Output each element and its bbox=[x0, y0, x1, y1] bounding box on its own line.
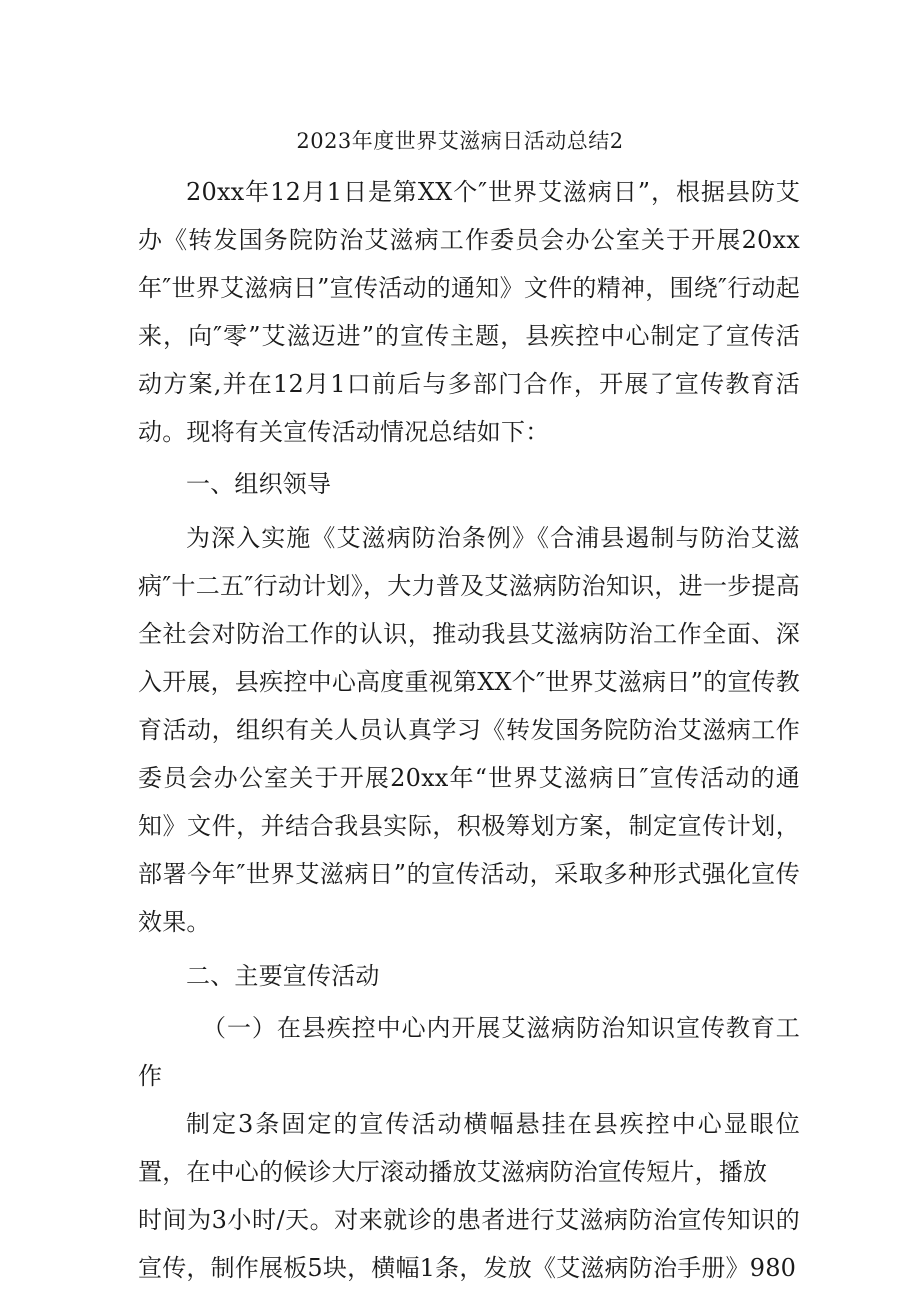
paragraph-activity-part1: 制定3条固定的宣传活动横幅悬挂在县疾控中心显眼位置，在中心的候诊大厅滚动播放艾滋病防治宣传短片，播放 bbox=[138, 1110, 800, 1186]
heading-main-activities: 二、主要宣传活动 bbox=[186, 962, 380, 990]
subheading-center-education: （一）在县疾控中心内开展艾滋病防治知识宣传教育工作 bbox=[138, 1014, 800, 1090]
document-body bbox=[138, 168, 800, 1292]
document-title: 2023年度世界艾滋病日活动总结2 bbox=[296, 129, 624, 153]
paragraph-organization: 为深入实施《艾滋病防治条例》《合浦县遏制与防治艾滋病″十二五″行动计划》，大力普及艾滋病防治知识，进一步提高全社会对防治工作的认识，推动我县艾滋病防治工作全面、深入开展，县疾控中心高度重视第XX个″世界艾滋病日”的宣传教育活动，组织有关人员认真学习《转发国务院防治艾滋病工作委员会办公室关于开展20xx年“世界艾滋病日″宣传活动的通知》文件，并结合我县实际，积极筹划方案，制定宣传计划，部署今年″世界艾滋病日”的宣传活动，采取多种形式强化宣传效果。 bbox=[138, 524, 800, 936]
paragraph-activity-part2: 时间为3小时/天。对来就诊的患者进行艾滋病防治宣传知识的宣传，制作展板5块，横幅1条，发放《艾滋病防治手册》980 bbox=[138, 1206, 800, 1282]
heading-organization: 一、组织领导 bbox=[186, 470, 332, 498]
paragraph-intro: 20xx年12月1日是第XX个″世界艾滋病日”，根据县防艾办《转发国务院防治艾滋病工作委员会办公室关于开展20xx年″世界艾滋病日”宣传活动的通知》文件的精神，围绕″行动起来，向″零”艾滋迈进”的宣传主题，县疾控中心制定了宣传活动方案,并在12月1口前后与多部门合作，开展了宣传教育活动。现将有关宣传活动情况总结如下： bbox=[138, 178, 800, 446]
